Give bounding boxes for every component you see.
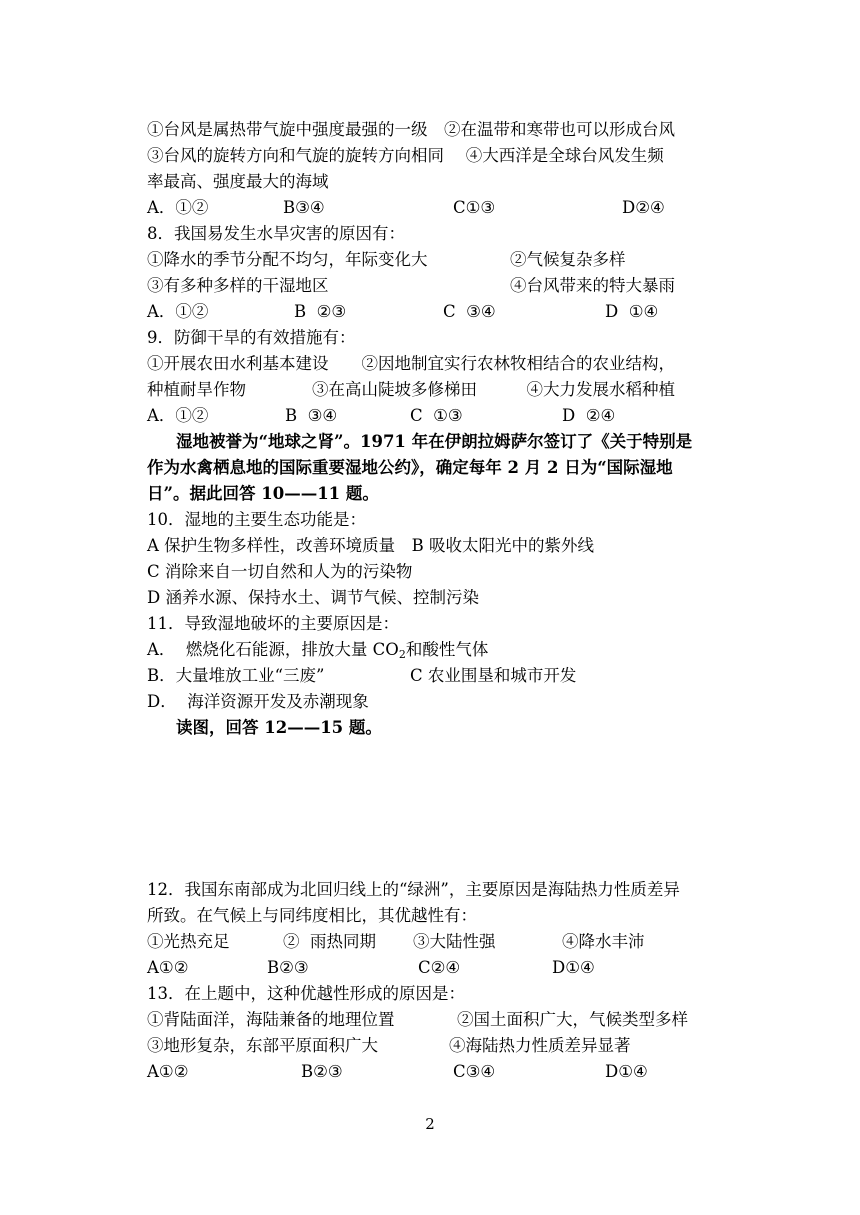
q8-option-c: C ③④ — [443, 302, 496, 321]
q10-options-ab: A 保护生物多样性，改善环境质量 B 吸收太阳光中的紫外线 — [147, 536, 595, 555]
q8-statement-2: ②气候复杂多样 — [510, 250, 626, 269]
q10-question: 10．湿地的主要生态功能是： — [147, 510, 366, 529]
q7-option-c: C①③ — [453, 198, 496, 217]
q12-option-a: A①② — [147, 958, 189, 977]
wetland-passage-line-3: 日”。据此回答 10——11 题。 — [147, 484, 379, 503]
q13-statement-1: ①背陆面洋，海陆兼备的地理位置 — [147, 1010, 395, 1029]
page-number: 2 — [425, 1115, 435, 1133]
q8-statement-3: ③有多种多样的干湿地区 — [147, 276, 329, 295]
map-instruction: 读图，回答 12——15 题。 — [176, 718, 382, 737]
q13-statement-2: ②国土面积广大，气候类型多样 — [457, 1010, 688, 1029]
q12-option-d: D①④ — [552, 958, 595, 977]
q12-statement-3: ③大陆性强 — [413, 932, 496, 951]
q7-statements-line-2: ③台风的旋转方向和气旋的旋转方向相同 ④大西洋是全球台风发生频 — [147, 146, 664, 165]
q12-statement-4: ④降水丰沛 — [562, 932, 645, 951]
q11-option-a-text: A． 燃烧化石能源，排放大量 CO — [147, 640, 399, 659]
q7-option-b: B③④ — [283, 198, 325, 217]
q8-question: 8．我国易发生水旱灾害的原因有： — [147, 224, 405, 243]
q13-question: 13．在上题中，这种优越性形成的原因是： — [147, 984, 465, 1003]
q9-option-b: B ③④ — [285, 406, 338, 425]
q8-option-d: D ①④ — [605, 302, 659, 321]
q12-option-c: C②④ — [418, 958, 461, 977]
q13-option-a: A①② — [147, 1062, 189, 1081]
q8-option-b: B ②③ — [294, 302, 347, 321]
q8-option-a: A．①② — [147, 302, 209, 321]
q11-option-a-text-end: 和酸性气体 — [405, 640, 489, 659]
q7-statements-line-3: 率最高、强度最大的海域 — [147, 172, 329, 191]
q13-option-d: D①④ — [605, 1062, 648, 1081]
q8-statement-1: ①降水的季节分配不均匀，年际变化大 — [147, 250, 428, 269]
q7-statements-line-1: ①台风是属热带气旋中强度最强的一级 ②在温带和寒带也可以形成台风 — [147, 120, 675, 139]
q10-option-d: D 涵养水源、保持水土、调节气候、控制污染 — [147, 588, 479, 607]
q12-question-line-2: 所致。在气候上与同纬度相比，其优越性有： — [147, 906, 477, 925]
q12-statement-2: ② 雨热同期 — [283, 932, 376, 951]
q9-option-a: A．①② — [147, 406, 209, 425]
q12-option-b: B②③ — [267, 958, 309, 977]
q11-option-c: C 农业围垦和城市开发 — [410, 666, 577, 685]
q9-option-c: C ①③ — [410, 406, 463, 425]
q7-option-a: A．①② — [147, 198, 209, 217]
q9-statements-line-1: ①开展农田水利基本建设 ②因地制宜实行农林牧相结合的农业结构， — [147, 354, 675, 373]
q7-option-d: D②④ — [622, 198, 665, 217]
q12-statement-1: ①光热充足 — [147, 932, 230, 951]
q10-option-c: C 消除来自一切自然和人为的污染物 — [147, 562, 413, 581]
wetland-passage-line-1: 湿地被誉为“地球之肾”。1971 年在伊朗拉姆萨尔签订了《关于特别是 — [176, 432, 693, 451]
wetland-passage-line-2: 作为水禽栖息地的国际重要湿地公约》，确定每年 2 月 2 日为“国际湿地 — [147, 458, 673, 477]
q11-question: 11．导致湿地破坏的主要原因是： — [147, 614, 399, 633]
q13-option-b: B②③ — [301, 1062, 343, 1081]
q12-question-line-1: 12．我国东南部成为北回归线上的“绿洲”，主要原因是海陆热力性质差异 — [147, 880, 680, 899]
q13-statement-4: ④海陆热力性质差异显著 — [449, 1036, 631, 1055]
q11-option-b: B．大量堆放工业“三废” — [147, 666, 325, 685]
q8-statement-4: ④台风带来的特大暴雨 — [510, 276, 675, 295]
q13-statement-3: ③地形复杂，东部平原面积广大 — [147, 1036, 378, 1055]
q13-option-c: C③④ — [453, 1062, 496, 1081]
co2-subscript: 2 — [398, 648, 406, 661]
q9-statements-line-2: 种植耐旱作物 ③在高山陡坡多修梯田 ④大力发展水稻种植 — [147, 380, 675, 399]
q11-option-d: D． 海洋资源开发及赤潮现象 — [147, 692, 369, 711]
q9-question: 9．防御干旱的有效措施有： — [147, 328, 356, 347]
q9-option-d: D ②④ — [562, 406, 616, 425]
